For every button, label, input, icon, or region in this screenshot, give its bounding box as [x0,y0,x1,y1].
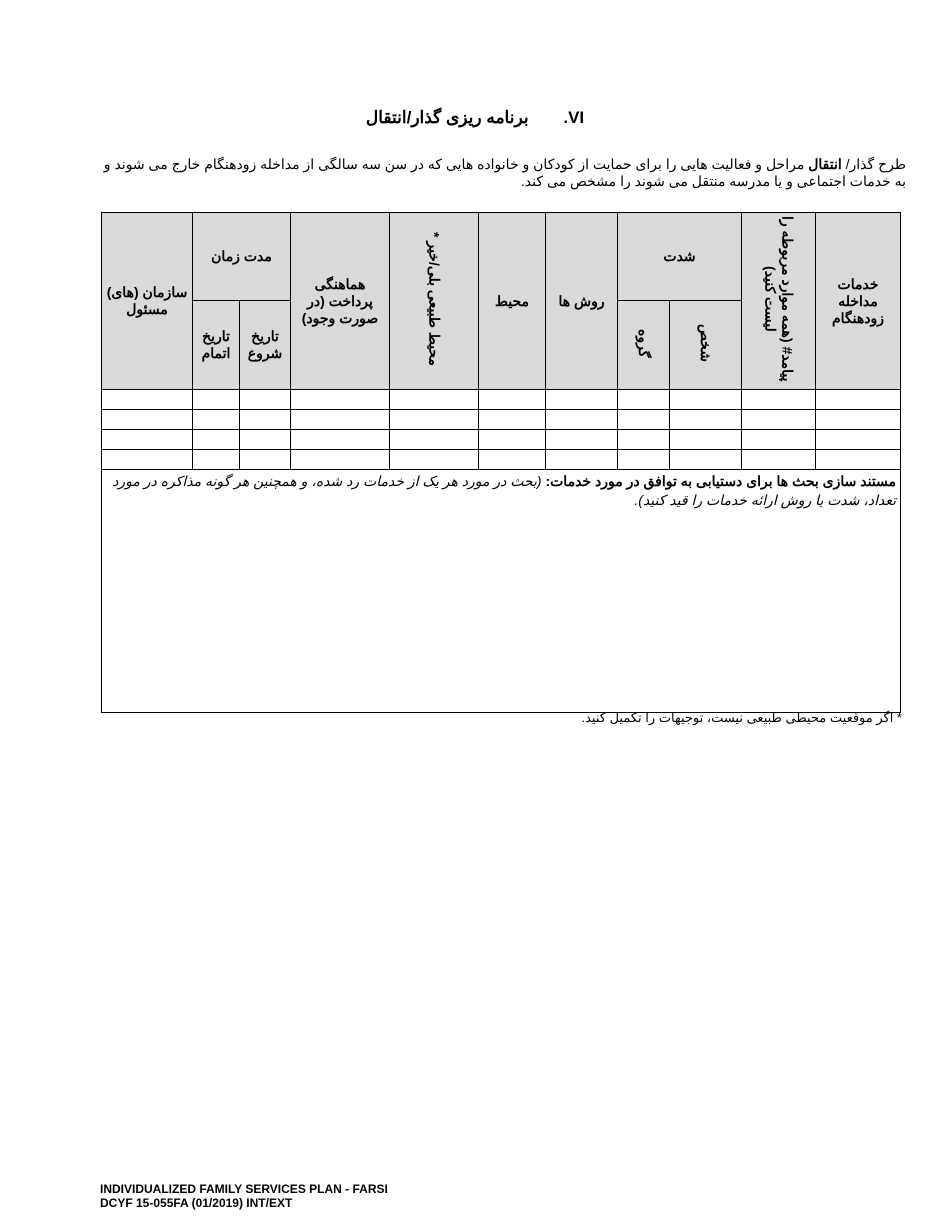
intro-bold: انتقال [808,156,842,172]
section-title [0,108,950,128]
header-individual [670,301,742,390]
table-row [102,390,901,410]
intro-prefix: طرح گذار/ [841,156,906,172]
cell[interactable] [546,430,618,450]
discussion-field[interactable] [102,470,901,713]
cell[interactable] [546,450,618,470]
cell[interactable] [618,390,670,410]
header-agency: سازمان (های) مسئول [102,213,193,390]
cell[interactable] [618,450,670,470]
footer-form-number: DCYF 15-055FA (01/2019) INT/EXT [100,1196,293,1210]
header-services: خدمات مداخله زودهنگام [816,213,901,390]
header-group-text: گروه [636,328,653,358]
cell[interactable] [193,450,240,470]
discussion-row [102,470,901,713]
cell[interactable] [193,390,240,410]
cell[interactable] [102,430,193,450]
cell[interactable] [479,390,546,410]
header-group [618,301,670,390]
header-setting: محیط [479,213,546,390]
cell[interactable] [240,430,291,450]
table-row [102,430,901,450]
cell[interactable] [291,410,390,430]
cell[interactable] [816,450,901,470]
cell[interactable] [742,450,816,470]
discussion-label: مستند سازی بحث ها برای دستیابی به توافق در مورد خدمات: [545,473,897,489]
cell[interactable] [816,430,901,450]
form-footer [100,1182,388,1210]
cell[interactable] [390,390,479,410]
footnote: * اگر موقعیت محیطی طبیعی نیست، توجیهات را تکمیل کنید. [581,710,902,725]
cell[interactable] [479,410,546,430]
cell[interactable] [546,410,618,430]
cell[interactable] [816,410,901,430]
header-natural-environment [390,213,479,390]
cell[interactable] [670,430,742,450]
table-row [102,450,901,470]
cell[interactable] [479,430,546,450]
cell[interactable] [618,410,670,430]
header-outcome-text: پیامد# (همه موارد مربوطه را لیست کنید) [762,216,796,382]
cell[interactable] [240,390,291,410]
header-funding: هماهنگی پرداخت (در صورت وجود) [291,213,390,390]
header-individual-text: شخص [698,324,715,362]
intro-rest: مراحل و فعالیت هایی را برای حمایت از کودکان و خانواده هایی که در سن سه سالگی از مداخله زودهنگام خارج می شوند و به خدمات اجتماعی و یا مدرسه منتقل می شوند را مشخص می کند. [103,156,906,189]
cell[interactable] [102,390,193,410]
cell[interactable] [390,430,479,450]
cell[interactable] [479,450,546,470]
cell[interactable] [670,390,742,410]
cell[interactable] [102,410,193,430]
header-duration: مدت زمان [193,213,291,301]
cell[interactable] [291,450,390,470]
table-row [102,410,901,430]
cell[interactable] [670,410,742,430]
header-outcome [742,213,816,390]
cell[interactable] [291,390,390,410]
cell[interactable] [291,430,390,450]
cell[interactable] [742,410,816,430]
cell[interactable] [742,390,816,410]
footer-form-title: INDIVIDUALIZED FAMILY SERVICES PLAN - FARSI [100,1182,388,1196]
section-title-text: برنامه ریزی گذار/انتقال [365,108,529,127]
cell[interactable] [193,430,240,450]
cell[interactable] [390,450,479,470]
discussion-instructions: (بحث در مورد هر یک از خدمات رد شده، و همچنین هر گونه مذاکره در مورد تعداد، شدت یا روش ارائه خدمات را قید کنید). [112,473,897,508]
cell[interactable] [240,410,291,430]
header-end-date: تاریخ اتمام [193,301,240,390]
header-start-date: تاریخ شروع [240,301,291,390]
header-intensity: شدت [618,213,742,301]
intro-paragraph [100,156,906,190]
cell[interactable] [670,450,742,470]
cell[interactable] [742,430,816,450]
header-methods: روش ها [546,213,618,390]
cell[interactable] [390,410,479,430]
cell[interactable] [618,430,670,450]
cell[interactable] [546,390,618,410]
cell[interactable] [102,450,193,470]
cell[interactable] [816,390,901,410]
section-number: VI. [563,108,585,127]
cell[interactable] [240,450,291,470]
header-natural-text: محیط طبیعی بلی/خیر * [426,232,443,366]
cell[interactable] [193,410,240,430]
transition-plan-table [101,212,901,713]
